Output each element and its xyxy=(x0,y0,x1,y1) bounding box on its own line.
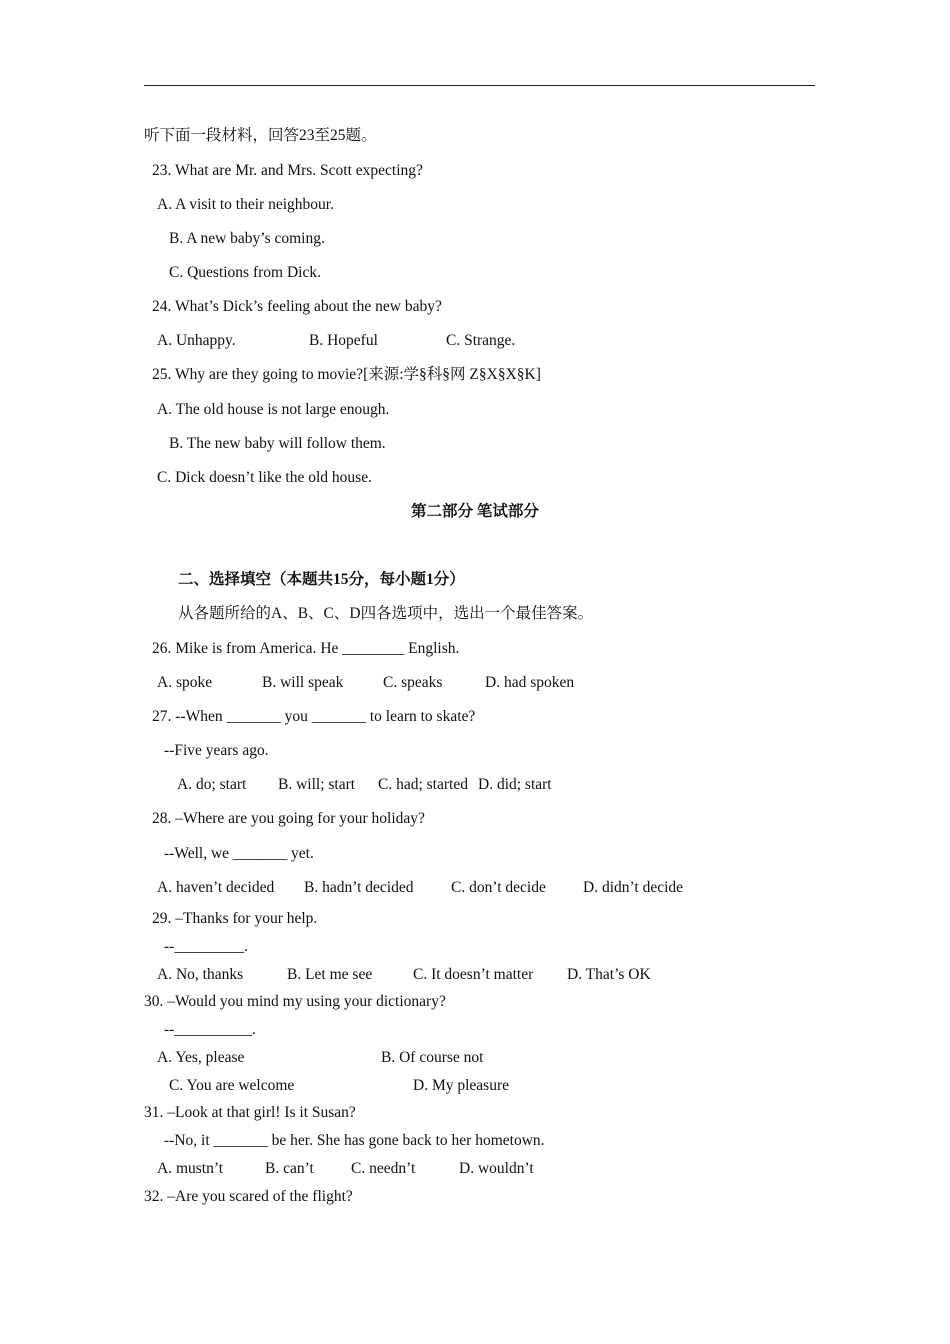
q32-stem: 32. –Are you scared of the flight? xyxy=(144,1188,353,1205)
q25-option-a: A. The old house is not large enough. xyxy=(157,401,390,418)
q29-option-d: D. That’s OK xyxy=(567,966,651,983)
q24-option-b: B. Hopeful xyxy=(309,332,378,349)
q29-option-b: B. Let me see xyxy=(287,966,373,983)
q26-stem: 26. Mike is from America. He ________ English. xyxy=(152,640,460,657)
q31-option-b: B. can’t xyxy=(265,1160,314,1177)
q29-reply: --_________. xyxy=(164,938,248,955)
q31-option-c: C. needn’t xyxy=(351,1160,416,1177)
q27-option-d: D. did; start xyxy=(478,776,552,793)
q28-option-c: C. don’t decide xyxy=(451,879,546,896)
q24-option-a: A. Unhappy. xyxy=(157,332,236,349)
q30-option-d: D. My pleasure xyxy=(413,1077,509,1094)
q23-option-a: A. A visit to their neighbour. xyxy=(157,196,334,213)
header-rule xyxy=(144,85,815,86)
q31-option-a: A. mustn’t xyxy=(157,1160,224,1177)
q26-option-a: A. spoke xyxy=(157,674,213,691)
q25-stem: 25. Why are they going to movie?[来源:学§科§网 Z§X§X§K] xyxy=(152,366,541,383)
q26-option-c: C. speaks xyxy=(383,674,443,691)
q23-option-b: B. A new baby’s coming. xyxy=(169,230,325,247)
q26-option-b: B. will speak xyxy=(262,674,344,691)
q23-stem: 23. What are Mr. and Mrs. Scott expecting? xyxy=(152,162,423,179)
q27-stem: 27. --When _______ you _______ to learn to skate? xyxy=(152,708,476,725)
q29-option-a: A. No, thanks xyxy=(157,966,244,983)
q28-reply: --Well, we _______ yet. xyxy=(164,845,314,862)
q30-stem: 30. –Would you mind my using your dictionary? xyxy=(144,993,446,1010)
q30-option-b: B. Of course not xyxy=(381,1049,484,1066)
q29-option-c: C. It doesn’t matter xyxy=(413,966,534,983)
q28-option-b: B. hadn’t decided xyxy=(304,879,414,896)
section2-instruction: 从各题所给的A、B、C、D四各选项中，选出一个最佳答案。 xyxy=(178,605,594,622)
q31-stem: 31. –Look at that girl! Is it Susan? xyxy=(144,1104,356,1121)
q25-option-c: C. Dick doesn’t like the old house. xyxy=(157,469,372,486)
section2-heading: 二、选择填空（本题共15分，每小题1分） xyxy=(178,571,465,588)
q24-option-c: C. Strange. xyxy=(446,332,516,349)
q27-reply: --Five years ago. xyxy=(164,742,269,759)
q27-option-b: B. will; start xyxy=(278,776,356,793)
q28-stem: 28. –Where are you going for your holiday? xyxy=(152,810,425,827)
listening-intro: 听下面一段材料，回答23至25题。 xyxy=(144,127,377,144)
q30-reply: --__________. xyxy=(164,1021,256,1038)
q31-option-d: D. wouldn’t xyxy=(459,1160,534,1177)
q30-option-a: A. Yes, please xyxy=(157,1049,245,1066)
q24-stem: 24. What’s Dick’s feeling about the new baby? xyxy=(152,298,442,315)
q29-stem: 29. –Thanks for your help. xyxy=(152,910,318,927)
q28-option-d: D. didn’t decide xyxy=(583,879,684,896)
q25-option-b: B. The new baby will follow them. xyxy=(169,435,386,452)
q31-reply: --No, it _______ be her. She has gone back to her hometown. xyxy=(164,1132,545,1149)
q23-option-c: C. Questions from Dick. xyxy=(169,264,321,281)
q28-option-a: A. haven’t decided xyxy=(157,879,275,896)
q30-option-c: C. You are welcome xyxy=(169,1077,295,1094)
part2-title: 第二部分 笔试部分 xyxy=(411,503,539,520)
q27-option-c: C. had; started xyxy=(378,776,468,793)
q27-option-a: A. do; start xyxy=(177,776,247,793)
q26-option-d: D. had spoken xyxy=(485,674,575,691)
